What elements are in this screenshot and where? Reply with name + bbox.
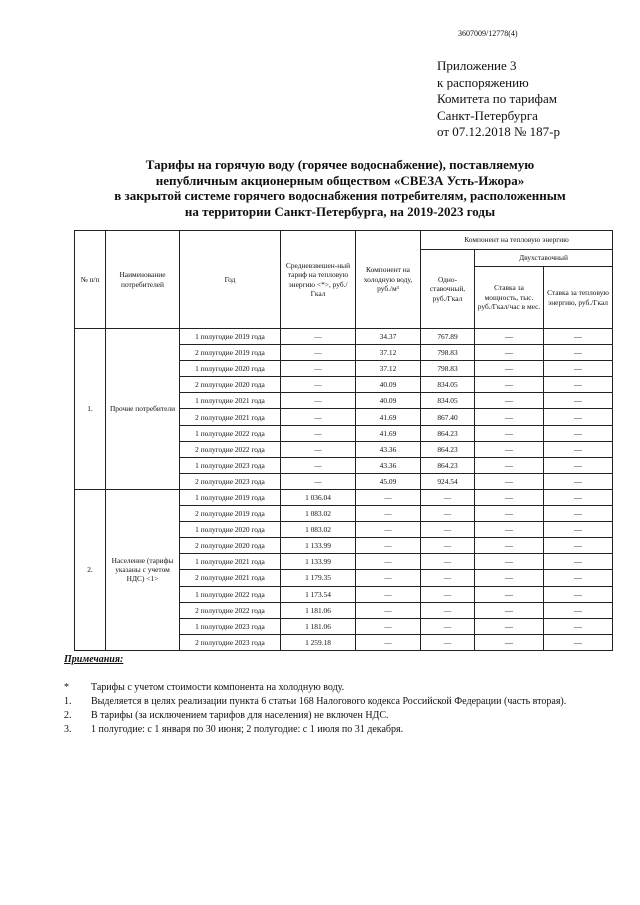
avg-tariff-cell: — — [281, 377, 356, 393]
avg-tariff-cell: 1 181.06 — [281, 618, 356, 634]
header-two-rate: Двухставочный — [475, 250, 613, 267]
tariff-table — [74, 230, 613, 651]
table-body — [75, 329, 613, 651]
one-rate-cell: 834.05 — [421, 377, 475, 393]
avg-tariff-cell: — — [281, 393, 356, 409]
avg-tariff-cell: 1 259.18 — [281, 634, 356, 650]
appendix-line: Санкт-Петербурга — [437, 107, 538, 123]
one-rate-cell: 798.83 — [421, 345, 475, 361]
cold-water-cell: — — [356, 602, 421, 618]
cold-water-cell: — — [356, 554, 421, 570]
cold-water-cell: 34.37 — [356, 329, 421, 345]
one-rate-cell: 924.54 — [421, 473, 475, 489]
period-cell: 2 полугодие 2022 года — [180, 602, 281, 618]
energy-rate-cell: — — [544, 393, 613, 409]
one-rate-cell: 864.23 — [421, 441, 475, 457]
avg-tariff-cell: 1 181.06 — [281, 602, 356, 618]
cold-water-cell: — — [356, 586, 421, 602]
avg-tariff-cell: 1 179.35 — [281, 570, 356, 586]
period-cell: 2 полугодие 2019 года — [180, 345, 281, 361]
period-cell: 1 полугодие 2021 года — [180, 393, 281, 409]
one-rate-cell: 767.89 — [421, 329, 475, 345]
period-cell: 2 полугодие 2021 года — [180, 409, 281, 425]
one-rate-cell: 867.40 — [421, 409, 475, 425]
energy-rate-cell: — — [544, 554, 613, 570]
note-item — [64, 695, 624, 709]
one-rate-cell: 834.05 — [421, 393, 475, 409]
capacity-rate-cell: — — [475, 618, 544, 634]
cold-water-cell: 37.12 — [356, 361, 421, 377]
appendix-line: Приложение 3 — [437, 58, 517, 73]
period-cell: 2 полугодие 2020 года — [180, 538, 281, 554]
capacity-rate-cell: — — [475, 522, 544, 538]
period-cell: 1 полугодие 2022 года — [180, 586, 281, 602]
title-line: непубличным акционерным обществом «СВЕЗА Усть-Ижора» — [155, 172, 525, 188]
capacity-rate-cell: — — [475, 602, 544, 618]
header-energy-rate: Ставка за тепловую энергию, руб./Гкал — [544, 267, 613, 329]
notes-section — [64, 653, 624, 737]
one-rate-cell: — — [421, 522, 475, 538]
consumer-cell: Прочие потребители — [106, 329, 180, 490]
energy-rate-cell: — — [544, 570, 613, 586]
note-item — [64, 723, 624, 737]
cold-water-cell: — — [356, 618, 421, 634]
period-cell: 2 полугодие 2019 года — [180, 506, 281, 522]
one-rate-cell: 864.23 — [421, 425, 475, 441]
one-rate-cell: — — [421, 618, 475, 634]
capacity-rate-cell: — — [475, 586, 544, 602]
title-line: Тарифы на горячую воду (горячее водоснабжение), поставляемую — [145, 157, 535, 172]
energy-rate-cell: — — [544, 329, 613, 345]
period-cell: 2 полугодие 2020 года — [180, 377, 281, 393]
capacity-rate-cell: — — [475, 506, 544, 522]
avg-tariff-cell: 1 083.02 — [281, 506, 356, 522]
note-mark: 1. — [64, 696, 72, 707]
note-item — [64, 681, 624, 695]
group-number-cell: 2. — [75, 489, 106, 650]
one-rate-cell: — — [421, 538, 475, 554]
avg-tariff-cell: — — [281, 345, 356, 361]
avg-tariff-cell: — — [281, 473, 356, 489]
capacity-rate-cell: — — [475, 489, 544, 505]
note-text: Выделяется в целях реализации пункта 6 статьи 168 Налогового кодекса Российской Федерации (часть вторая). — [91, 696, 567, 707]
cold-water-cell: — — [356, 634, 421, 650]
capacity-rate-cell: — — [475, 554, 544, 570]
capacity-rate-cell: — — [475, 329, 544, 345]
consumer-cell: Население (тарифы указаны с учетом НДС) <1> — [106, 489, 180, 650]
cold-water-cell: 45.09 — [356, 473, 421, 489]
energy-rate-cell: — — [544, 538, 613, 554]
one-rate-cell: — — [421, 506, 475, 522]
cold-water-cell: — — [356, 506, 421, 522]
capacity-rate-cell: — — [475, 441, 544, 457]
energy-rate-cell: — — [544, 634, 613, 650]
avg-tariff-cell: 1 173.54 — [281, 586, 356, 602]
avg-tariff-cell: — — [281, 329, 356, 345]
period-cell: 1 полугодие 2019 года — [180, 489, 281, 505]
energy-rate-cell: — — [544, 361, 613, 377]
appendix-line: от 07.12.2018 № 187-р — [437, 124, 560, 139]
period-cell: 2 полугодие 2023 года — [180, 634, 281, 650]
cold-water-cell: 40.09 — [356, 393, 421, 409]
appendix-line: Комитета по тарифам — [437, 91, 557, 106]
note-item — [64, 709, 624, 723]
header-capacity-rate: Ставка за мощность, тыс. руб./Гкал/час в мес. — [475, 267, 544, 329]
period-cell: 1 полугодие 2023 года — [180, 457, 281, 473]
appendix-block — [437, 58, 560, 141]
avg-tariff-cell: — — [281, 425, 356, 441]
energy-rate-cell: — — [544, 457, 613, 473]
note-text: 1 полугодие: с 1 января по 30 июня; 2 полугодие: с 1 июля по 31 декабря. — [91, 724, 404, 735]
energy-rate-cell: — — [544, 618, 613, 634]
avg-tariff-cell: 1 083.02 — [281, 522, 356, 538]
energy-rate-cell: — — [544, 441, 613, 457]
cold-water-cell: 43.36 — [356, 441, 421, 457]
note-text: В тарифы (за исключением тарифов для населения) не включен НДС. — [91, 710, 389, 721]
one-rate-cell: 798.83 — [421, 361, 475, 377]
period-cell: 1 полугодие 2020 года — [180, 361, 281, 377]
cold-water-cell: 43.36 — [356, 457, 421, 473]
document-number: 3607009/12778(4) — [458, 29, 518, 38]
period-cell: 1 полугодие 2021 года — [180, 554, 281, 570]
avg-tariff-cell: 1 036.04 — [281, 489, 356, 505]
notes-title: Примечания: — [64, 654, 124, 665]
avg-tariff-cell: — — [281, 409, 356, 425]
cold-water-cell: 41.69 — [356, 425, 421, 441]
period-cell: 2 полугодие 2022 года — [180, 441, 281, 457]
energy-rate-cell: — — [544, 345, 613, 361]
period-cell: 2 полугодие 2021 года — [180, 570, 281, 586]
avg-tariff-cell: — — [281, 441, 356, 457]
capacity-rate-cell: — — [475, 570, 544, 586]
period-cell: 1 полугодие 2022 года — [180, 425, 281, 441]
note-mark: * — [64, 682, 69, 693]
capacity-rate-cell: — — [475, 634, 544, 650]
energy-rate-cell: — — [544, 506, 613, 522]
capacity-rate-cell: — — [475, 393, 544, 409]
one-rate-cell: 864.23 — [421, 457, 475, 473]
cold-water-cell: 41.69 — [356, 409, 421, 425]
header-cold-water: Компонент на холодную воду, руб./м³ — [356, 231, 421, 329]
energy-rate-cell: — — [544, 586, 613, 602]
energy-rate-cell: — — [544, 489, 613, 505]
note-mark: 3. — [64, 724, 72, 735]
cold-water-cell: 40.09 — [356, 377, 421, 393]
avg-tariff-cell: 1 133.99 — [281, 538, 356, 554]
note-text: Тарифы с учетом стоимости компонента на холодную воду. — [91, 682, 345, 693]
header-consumer: Наименование потребителей — [106, 231, 180, 329]
header-num: № п/п — [75, 231, 106, 329]
period-cell: 1 полугодие 2019 года — [180, 329, 281, 345]
energy-rate-cell: — — [544, 602, 613, 618]
energy-rate-cell: — — [544, 409, 613, 425]
avg-tariff-cell: 1 133.99 — [281, 554, 356, 570]
title-line: на территории Санкт-Петербурга, на 2019-2023 годы — [184, 203, 496, 219]
avg-tariff-cell: — — [281, 361, 356, 377]
title-line: в закрытой системе горячего водоснабжения потребителям, расположенным — [114, 188, 566, 203]
cold-water-cell: — — [356, 538, 421, 554]
table-row — [75, 329, 613, 345]
capacity-rate-cell: — — [475, 457, 544, 473]
energy-rate-cell: — — [544, 473, 613, 489]
capacity-rate-cell: — — [475, 473, 544, 489]
energy-rate-cell: — — [544, 522, 613, 538]
one-rate-cell: — — [421, 570, 475, 586]
capacity-rate-cell: — — [475, 409, 544, 425]
period-cell: 1 полугодие 2020 года — [180, 522, 281, 538]
header-heat-component: Компонент на тепловую энергию — [421, 231, 613, 250]
capacity-rate-cell: — — [475, 345, 544, 361]
cold-water-cell: — — [356, 489, 421, 505]
header-year: Год — [180, 231, 281, 329]
one-rate-cell: — — [421, 489, 475, 505]
avg-tariff-cell: — — [281, 457, 356, 473]
header-one-rate: Одно-ставочный, руб./Гкал — [421, 250, 475, 329]
table-row — [75, 489, 613, 505]
energy-rate-cell: — — [544, 425, 613, 441]
cold-water-cell: 37.12 — [356, 345, 421, 361]
group-number-cell: 1. — [75, 329, 106, 490]
capacity-rate-cell: — — [475, 425, 544, 441]
document-title — [70, 157, 610, 219]
one-rate-cell: — — [421, 634, 475, 650]
header-avg-tariff: Средневзвешен-ный тариф на тепловую энергию <*>, руб./Гкал — [281, 231, 356, 329]
capacity-rate-cell: — — [475, 361, 544, 377]
period-cell: 1 полугодие 2023 года — [180, 618, 281, 634]
capacity-rate-cell: — — [475, 377, 544, 393]
appendix-line: к распоряжению — [437, 74, 529, 90]
cold-water-cell: — — [356, 570, 421, 586]
energy-rate-cell: — — [544, 377, 613, 393]
one-rate-cell: — — [421, 586, 475, 602]
capacity-rate-cell: — — [475, 538, 544, 554]
period-cell: 2 полугодие 2023 года — [180, 473, 281, 489]
note-mark: 2. — [64, 710, 72, 721]
cold-water-cell: — — [356, 522, 421, 538]
one-rate-cell: — — [421, 602, 475, 618]
one-rate-cell: — — [421, 554, 475, 570]
